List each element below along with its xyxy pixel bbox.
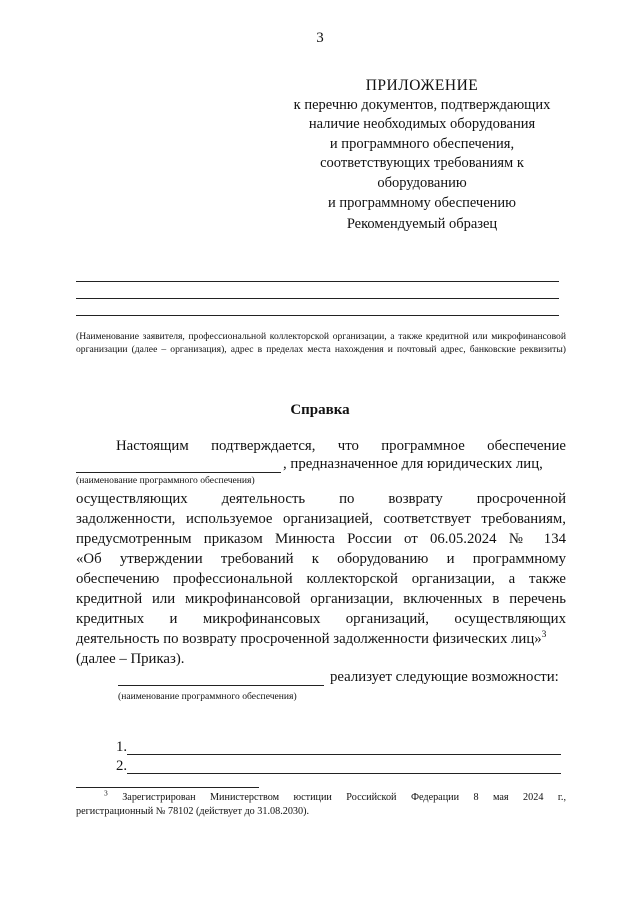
- body-word: Настоящим: [116, 438, 189, 454]
- body-line: [116, 438, 566, 455]
- body-line: обеспечению профессиональной коллекторской организации, а также: [76, 571, 566, 587]
- body-word: обеспечение: [487, 438, 566, 454]
- certificate-heading: Справка: [290, 402, 350, 418]
- body-line: [76, 631, 566, 648]
- applicant-blank-line: [76, 298, 559, 299]
- footnote-line: регистрационный № 78102 (действует до 31.08.2030).: [76, 806, 310, 817]
- body-word: подтверждается,: [211, 438, 316, 454]
- sample-label: Рекомендуемый образец: [346, 216, 498, 232]
- list-item-blank: [127, 773, 561, 774]
- software-name-blank: [118, 685, 324, 686]
- applicant-blank-line: [76, 315, 559, 316]
- body-line: кредитных и микрофинансовых организаций, осуществляющих: [76, 611, 566, 627]
- body-word: программное: [381, 438, 465, 454]
- body-line: «Об утверждении требований к оборудованию и программному: [76, 551, 566, 567]
- body-line: , предназначенное для юридических лиц,: [283, 456, 543, 472]
- software-name-blank: [76, 472, 281, 473]
- footnote-text: Зарегистрирован Министерством юстиции Российской Федерации 8 мая 2024 г.,: [122, 792, 566, 803]
- appendix-header: [262, 76, 582, 213]
- body-line: предусмотренным приказом Минюста России от 06.05.2024 № 134: [76, 531, 566, 547]
- body-line: задолженности, используемое организацией, соответствует требованиям,: [76, 511, 566, 527]
- list-item-number: 2.: [116, 758, 128, 774]
- body-line-text: деятельность по возврату просроченной задолженности физических лиц»: [76, 631, 542, 647]
- appendix-line: оборудованию: [377, 174, 467, 191]
- applicant-note: (Наименование заявителя, профессиональной коллекторской организации, а также кредитной или микрофинансовой организации (далее – организация), адрес в пределах места нахождения и почтовый адрес, банковские реквизиты): [76, 331, 566, 356]
- page-number: 3: [316, 30, 324, 46]
- appendix-title: ПРИЛОЖЕНИЕ: [365, 77, 479, 94]
- appendix-line: и программному обеспечению: [328, 194, 516, 211]
- capabilities-text: реализует следующие возможности:: [330, 669, 559, 685]
- appendix-line: соответствующих требованиям к: [320, 155, 524, 172]
- software-caption: (наименование программного обеспечения): [76, 475, 255, 486]
- body-line: осуществляющих деятельность по возврату просроченной: [76, 491, 566, 507]
- footnote-mark: 3: [104, 788, 108, 798]
- applicant-blank-line: [76, 281, 559, 282]
- footnote-line: [104, 788, 566, 805]
- footnote-reference: 3: [541, 630, 547, 641]
- appendix-line: наличие необходимых оборудования: [308, 116, 536, 133]
- body-word: что: [337, 438, 359, 454]
- appendix-line: и программного обеспечения,: [329, 135, 515, 152]
- body-line: кредитной или микрофинансовой организации, включенных в перечень: [76, 591, 566, 607]
- list-item-number: 1.: [116, 739, 128, 755]
- software-caption: (наименование программного обеспечения): [118, 691, 297, 702]
- body-line: (далее – Приказ).: [76, 651, 185, 667]
- list-item-blank: [127, 754, 561, 755]
- appendix-line: к перечню документов, подтверждающих: [293, 96, 551, 113]
